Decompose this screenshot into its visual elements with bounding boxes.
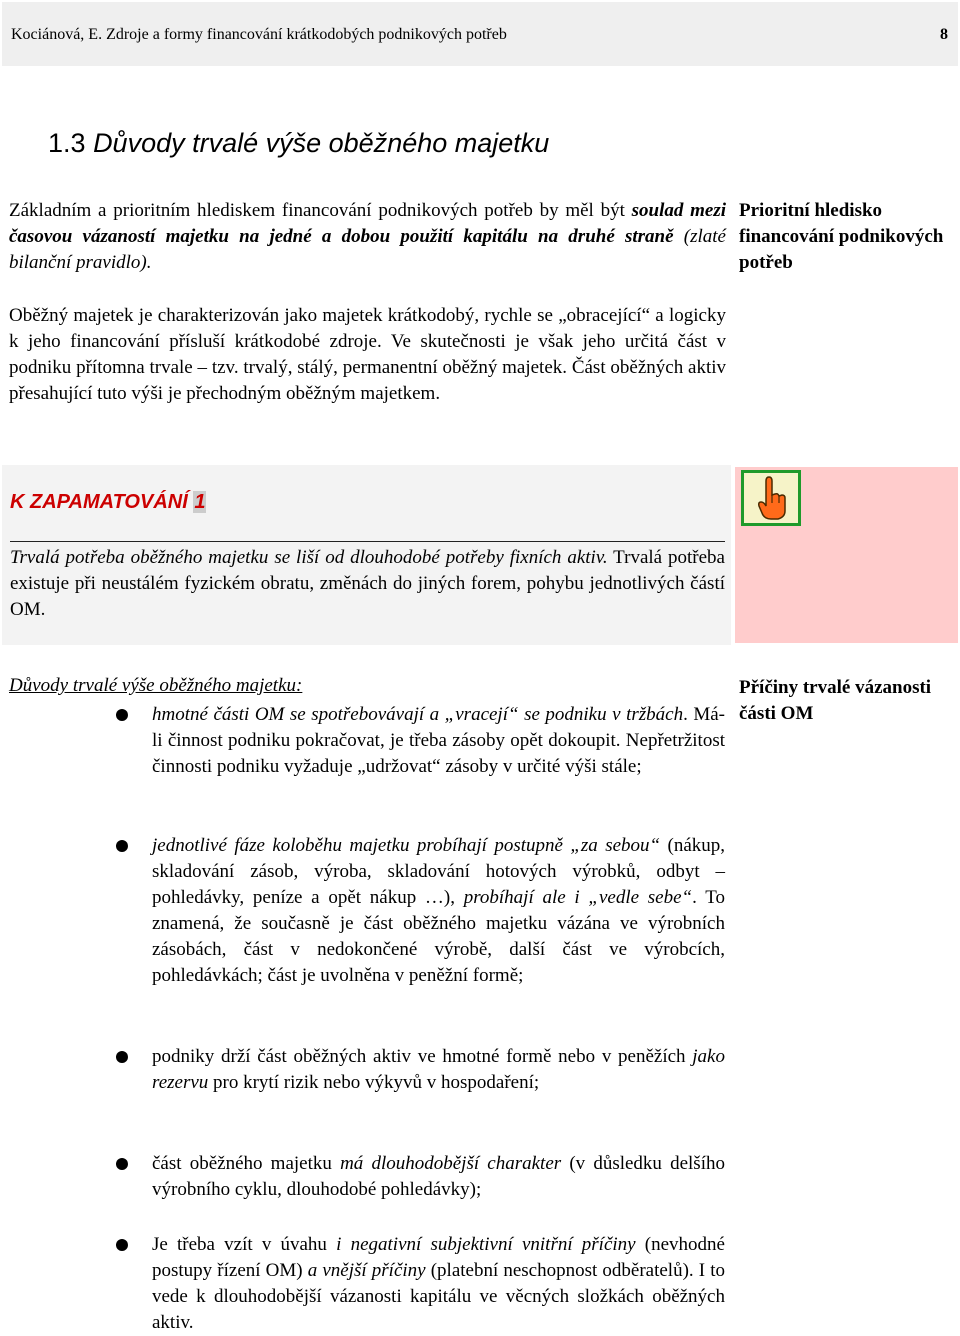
section-number: 1.3 — [48, 128, 86, 158]
reason5-italic-b: i negativní subjektivní vnitřní příčiny — [336, 1234, 636, 1255]
reason3-text-a: podniky drží část oběžných aktiv ve hmotné formě nebo v peněžích — [152, 1046, 693, 1067]
reason2-text-d: . To znamená, že současně je část oběžného majetku vázána ve výrobních zásobách, část v nedokončené výrobě, další část ve výrobcích, pohledávkách; část je uvolněna v peněžní formě; — [152, 887, 725, 986]
reason-item-2 — [152, 833, 725, 989]
reason1-italic: hmotné části OM se spotřebovávají a „vracejí“ se podniku v tržbách — [152, 704, 684, 725]
pointing-hand-icon — [741, 470, 801, 526]
page-header — [2, 2, 958, 66]
paragraph1-note: (zlaté bilanční pravidlo). — [9, 226, 726, 273]
page-number: 8 — [940, 26, 948, 43]
bullet-marker — [116, 840, 128, 852]
reason5-text-c: (nevhodné postupy řízení OM) — [152, 1234, 725, 1281]
bullet-marker — [116, 1158, 128, 1170]
remember-box — [2, 465, 731, 645]
reason4-italic-b: má dlouhodobější charakter — [340, 1153, 562, 1174]
section-title: Důvody trvalé výše oběžného majetku — [93, 128, 550, 158]
reason5-text-a: Je třeba vzít v úvahu — [152, 1234, 337, 1255]
sidenote-priority: Prioritní hledisko financování podnikových potřeb — [739, 200, 944, 273]
remember-body-text: Trvalá potřeba existuje při neustálém fyzickém obratu, změnách do jiných forem, pohybu jednotlivých částí OM. — [10, 547, 725, 620]
paragraph1-emphasis: soulad mezi časovou vázaností majetku na jedné a dobou použití kapitálu na druhé straně — [9, 200, 727, 247]
reason-item-1 — [152, 702, 725, 780]
reason5-italic-d: a vnější příčiny — [307, 1260, 426, 1281]
bullet-marker — [116, 709, 128, 721]
reason3-text-c: pro krytí rizik nebo výkyvů v hospodaření; — [208, 1072, 540, 1093]
reason-item-5 — [152, 1232, 725, 1336]
reason1-text: . Má-li činnost podniku pokračovat, je třeba zásoby opět dokoupit. Nepřetržitost činnosti podniku vyžaduje „udržovat“ zásoby v určité výši stále; — [152, 704, 725, 777]
bullet-marker — [116, 1051, 128, 1063]
reason2-italic-a: jednotlivé fáze koloběhu majetku probíhají postupně „za sebou“ — [152, 835, 661, 856]
section-heading — [48, 128, 549, 159]
paragraph1-text: Základním a prioritním hlediskem financování podnikových potřeb by měl být — [9, 200, 632, 221]
reasons-title: Důvody trvalé výše oběžného majetku: — [9, 675, 303, 696]
paragraph-current-assets: Oběžný majetek je charakterizován jako majetek krátkodobý, rychle se „obracející“ a logicky k jeho financování přísluší krátkodobé zdroje. Ve skutečnosti je však jeho určitá část v podniku přítomna trvale – tzv. trvalý, stálý, permanentní oběžný majetek. Část oběžných aktiv přesahující tuto výši je přechodným oběžným majetkem. — [9, 305, 726, 404]
paragraph-golden-rule — [9, 198, 726, 276]
reason3-italic-b: jako rezervu — [152, 1046, 725, 1093]
reason-item-4 — [152, 1151, 725, 1203]
header-title: Kociánová, E. Zdroje a formy financování krátkodobých podnikových potřeb — [11, 26, 507, 43]
reason2-italic-c: probíhají ale i „vedle sebe“ — [463, 887, 693, 908]
remember-label: K ZAPAMATOVÁNÍ — [10, 491, 188, 513]
remember-text — [10, 545, 725, 623]
reason4-text-c: (v důsledku delšího výrobního cyklu, dlouhodobé pohledávky); — [152, 1153, 725, 1200]
reason-item-3 — [152, 1044, 725, 1096]
remember-number: 1 — [194, 491, 206, 513]
remember-divider — [10, 541, 725, 542]
remember-title — [10, 491, 206, 514]
reason2-text-b: (nákup, skladování zásob, výroba, skladování hotových výrobků, odbyt – pohledávky, peníze a opět nákup …), — [152, 835, 726, 908]
remember-italic-text: Trvalá potřeba oběžného majetku se liší od dlouhodobé potřeby fixních aktiv. — [10, 547, 608, 568]
reason4-text-a: část oběžného majetku — [152, 1153, 341, 1174]
reason5-text-e: (platební neschopnost odběratelů). I to vede k dlouhodobější vázanosti kapitálu ve věcných složkách oběžných aktiv. — [152, 1260, 725, 1333]
bullet-marker — [116, 1239, 128, 1251]
sidenote-causes: Příčiny trvalé vázanosti části OM — [739, 677, 932, 724]
